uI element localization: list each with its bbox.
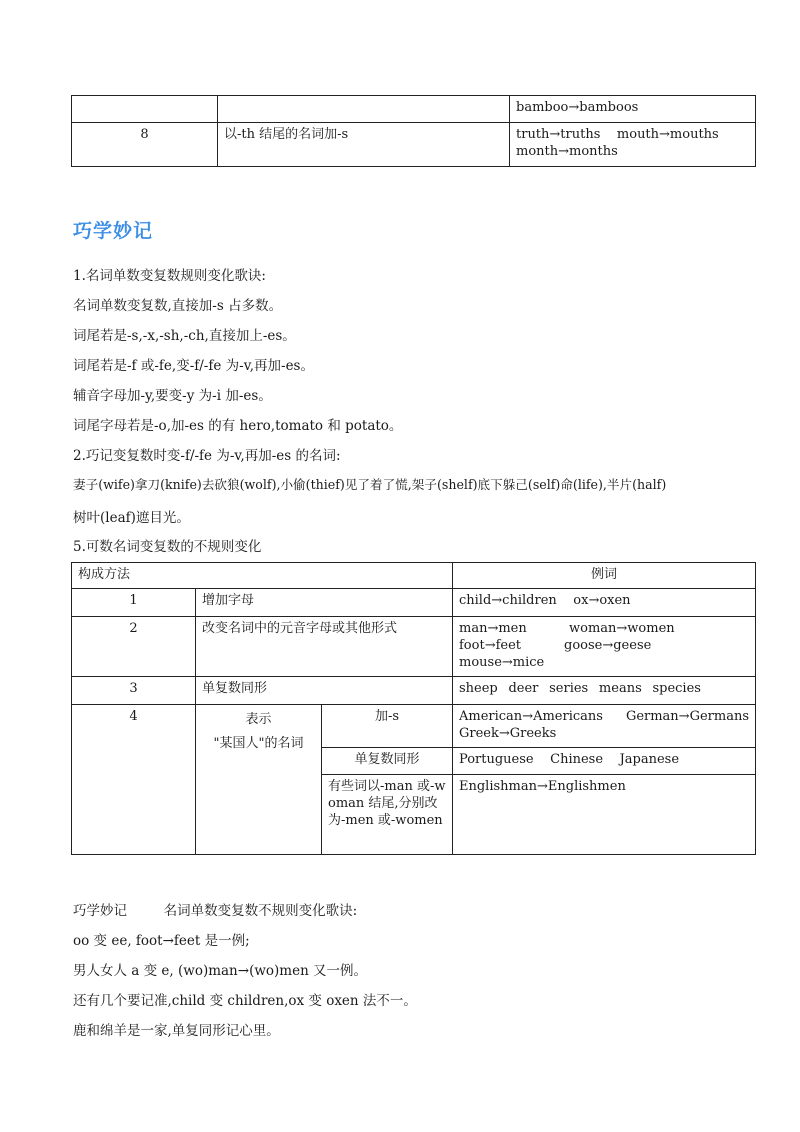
section-5-title: 5.可数名词变复数的不规则变化 bbox=[73, 539, 262, 555]
row-examples: Englishman→Englishmen bbox=[453, 775, 756, 855]
mnemonic-line: 树叶(leaf)遮目光。 bbox=[73, 510, 190, 526]
row-method: 改变名词中的元音字母或其他形式 bbox=[196, 617, 453, 677]
mnemonic-2-title: 2.巧记变复数时变-f/-fe 为-v,再加-es 的名词: bbox=[73, 448, 341, 464]
header-method: 构成方法 bbox=[72, 563, 453, 589]
mnemonic-3-header bbox=[73, 899, 357, 919]
section-heading: 巧学妙记 bbox=[73, 220, 154, 242]
table-row bbox=[72, 617, 756, 677]
rule-text bbox=[218, 96, 510, 123]
rule-text: 以-th 结尾的名词加-s bbox=[218, 123, 510, 167]
row-examples: American→Americans German→Germans Greek→Greeks bbox=[453, 705, 756, 748]
mnemonic-line: 还有几个要记准,child 变 children,ox 变 oxen 法不一。 bbox=[73, 993, 417, 1009]
row-number: 1 bbox=[72, 589, 196, 617]
mnemonic-line: 妻子(wife)拿刀(knife)去砍狼(wolf),小偷(thief)见了着了慌,架子(shelf)底下躲己(self)命(life),半片(half) bbox=[73, 477, 667, 492]
rule-number: 8 bbox=[72, 123, 218, 167]
row-number: 2 bbox=[72, 617, 196, 677]
row-number: 3 bbox=[72, 677, 196, 705]
mnemonic-line: oo 变 ee, foot→feet 是一例; bbox=[73, 933, 250, 949]
top-rules-table bbox=[71, 95, 756, 167]
row-examples: child→children ox→oxen bbox=[453, 589, 756, 617]
row-method: 增加字母 bbox=[196, 589, 453, 617]
mnemonic-3-title: 名词单数变复数不规则变化歌诀: bbox=[163, 903, 358, 919]
mnemonic-1-title: 1.名词单数变复数规则变化歌诀: bbox=[73, 268, 266, 284]
table-row bbox=[72, 677, 756, 705]
table-row bbox=[72, 589, 756, 617]
row-examples: Portuguese Chinese Japanese bbox=[453, 748, 756, 775]
mnemonic-line: 词尾若是-s,-x,-sh,-ch,直接加上-es。 bbox=[73, 328, 296, 344]
row-number: 4 bbox=[72, 705, 196, 855]
mnemonic-line: 名词单数变复数,直接加-s 占多数。 bbox=[73, 298, 283, 314]
rule-examples: truth→truths mouth→mouths month→months bbox=[510, 123, 756, 167]
row-examples: sheep deer series means species bbox=[453, 677, 756, 705]
sub-method: 单复数同形 bbox=[322, 748, 453, 775]
sub-method: 有些词以-man 或-woman 结尾,分别改为-men 或-women bbox=[322, 775, 453, 855]
rule-number bbox=[72, 96, 218, 123]
table-header-row bbox=[72, 563, 756, 589]
nationality-category: 表示 "某国人"的名词 bbox=[196, 705, 322, 855]
rule-examples: bamboo→bamboos bbox=[510, 96, 756, 123]
table-row bbox=[72, 96, 756, 123]
sub-method: 加-s bbox=[322, 705, 453, 748]
mnemonic-line: 鹿和绵羊是一家,单复同形记心里。 bbox=[73, 1023, 280, 1039]
row-examples: man→men woman→women foot→feet goose→geese mouse→mice bbox=[453, 617, 756, 677]
irregular-plural-table bbox=[71, 562, 756, 855]
mnemonic-line: 词尾字母若是-o,加-es 的有 hero,tomato 和 potato。 bbox=[73, 418, 403, 434]
mnemonic-3-label: 巧学妙记 bbox=[73, 903, 127, 919]
table-row bbox=[72, 123, 756, 167]
table-row bbox=[72, 705, 756, 748]
mnemonic-line: 辅音字母加-y,要变-y 为-i 加-es。 bbox=[73, 388, 272, 404]
mnemonic-line: 男人女人 a 变 e, (wo)man→(wo)men 又一例。 bbox=[73, 963, 368, 979]
mnemonic-line: 词尾若是-f 或-fe,变-f/-fe 为-v,再加-es。 bbox=[73, 358, 314, 374]
header-examples: 例词 bbox=[453, 563, 756, 589]
row-method: 单复数同形 bbox=[196, 677, 453, 705]
